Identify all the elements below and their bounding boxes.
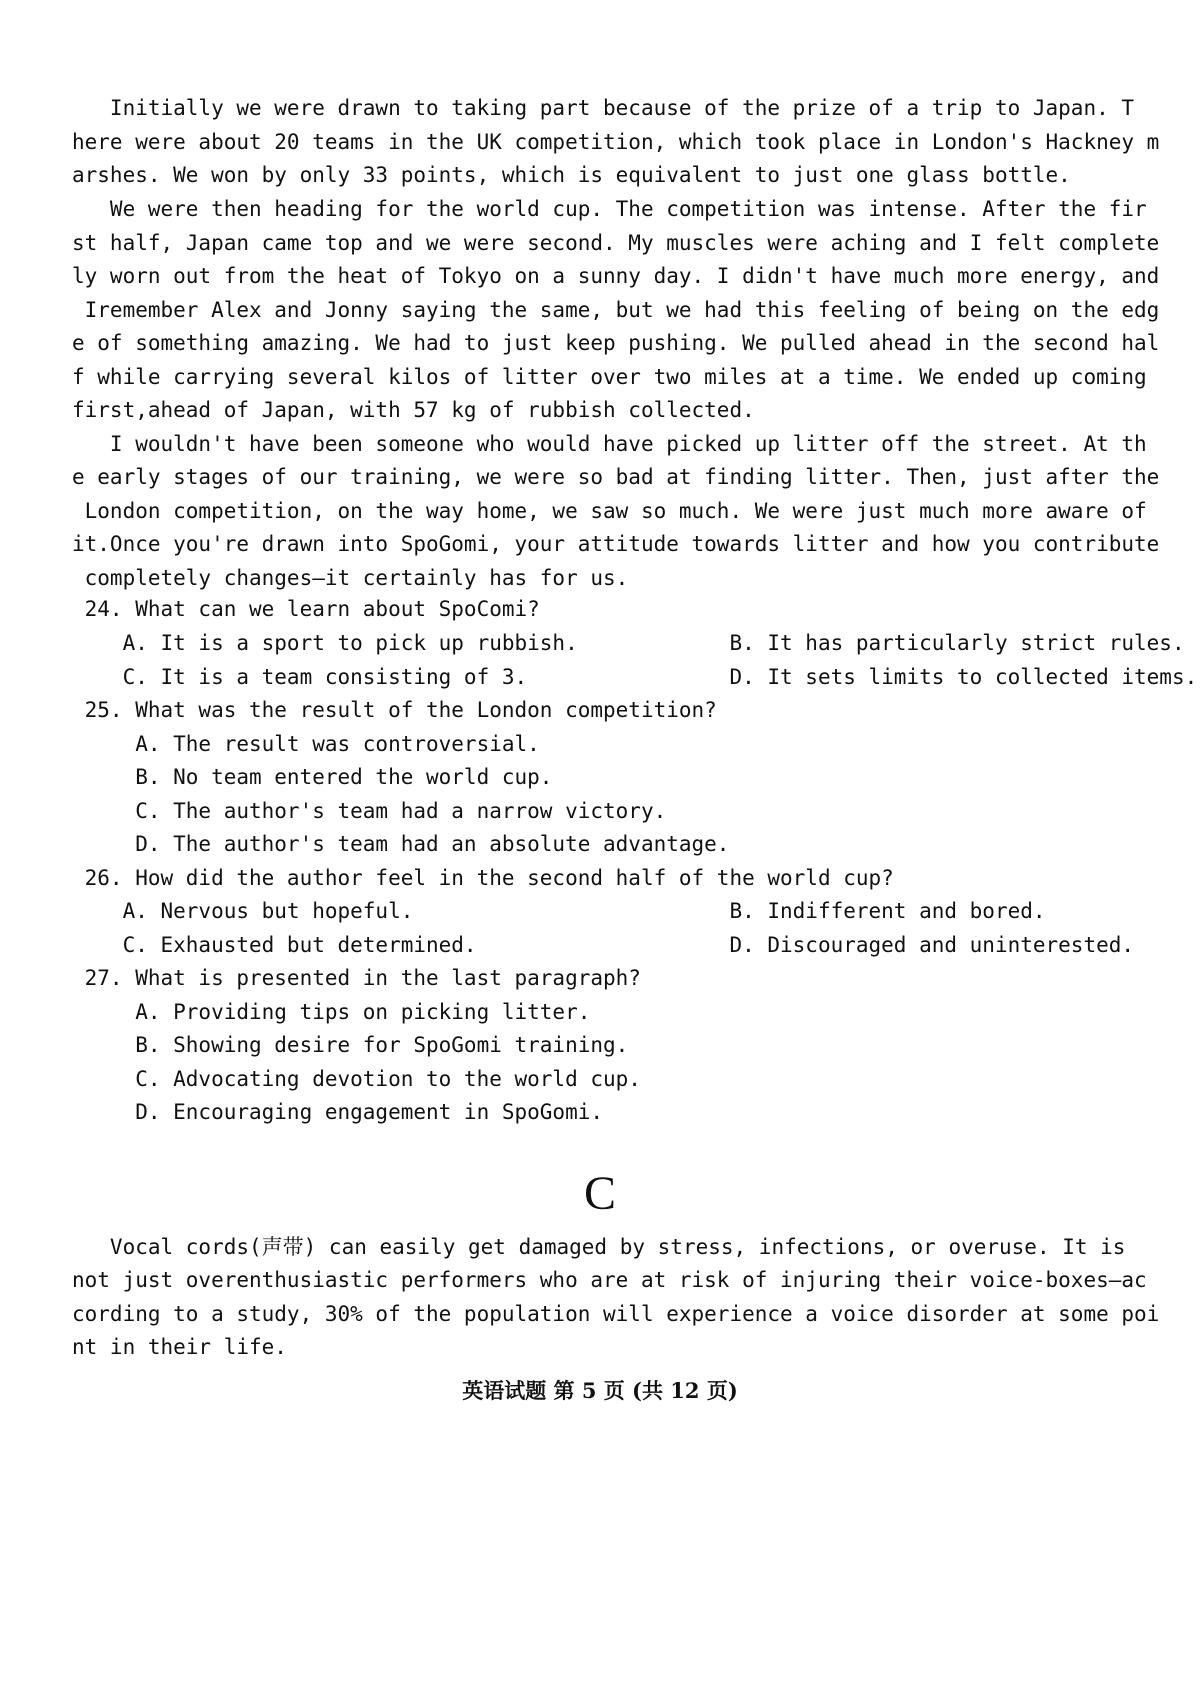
passage-line: here were about 20 teams in the UK competition, which took place in London's Hackney m	[72, 130, 1160, 154]
question-24: 24. What can we learn about SpoComi?	[72, 597, 540, 621]
question-25: 25. What was the result of the London competition?	[72, 698, 717, 722]
passage-line: We were then heading for the world cup. The competition was intense. After the fir	[72, 197, 1147, 221]
question-24-options: A. It is a sport to pick up rubbish. B. It has particularly strict rules.	[72, 631, 1185, 655]
passage-line: not just overenthusiastic performers who are at risk of injuring their voice-boxes—ac	[72, 1268, 1147, 1292]
question-27-option: A. Providing tips on picking litter.	[72, 1000, 591, 1024]
passage-line: it.Once you're drawn into SpoGomi, your attitude towards litter and how you contribute	[72, 532, 1160, 556]
question-25-option: A. The result was controversial.	[72, 732, 540, 756]
passage-line: e early stages of our training, we were so bad at finding litter. Then, just after the	[72, 465, 1160, 489]
question-27-option: C. Advocating devotion to the world cup.	[72, 1067, 641, 1091]
passage-line: f while carrying several kilos of litter over two miles at a time. We ended up coming	[72, 365, 1147, 389]
passage-line: cording to a study, 30% of the population will experience a voice disorder at some poi	[72, 1302, 1160, 1326]
question-25-option: D. The author's team had an absolute advantage.	[72, 832, 730, 856]
passage-line: completely changes—it certainly has for us.	[72, 566, 629, 590]
page-footer: 英语试题 第 5 页 (共 12 页)	[462, 1378, 738, 1403]
passage-line: e of something amazing. We had to just keep pushing. We pulled ahead in the second hal	[72, 331, 1160, 355]
passage-line: ly worn out from the heat of Tokyo on a sunny day. I didn't have much more energy, and	[72, 264, 1160, 288]
passage-line: I wouldn't have been someone who would have picked up litter off the street. At th	[72, 432, 1147, 456]
question-25-option: C. The author's team had a narrow victory.	[72, 799, 667, 823]
question-26: 26. How did the author feel in the second half of the world cup?	[72, 866, 894, 890]
question-26-options: C. Exhausted but determined. D. Discouraged and uninterested.	[72, 933, 1135, 957]
passage-line: st half, Japan came top and we were second. My muscles were aching and I felt complete	[72, 231, 1160, 255]
passage-line: Iremember Alex and Jonny saying the same, but we had this feeling of being on the edg	[72, 298, 1160, 322]
passage-line: Vocal cords(声带) can easily get damaged by stress, infections, or overuse. It is	[72, 1235, 1126, 1259]
passage-line: first,ahead of Japan, with 57 kg of rubbish collected.	[72, 398, 755, 422]
passage-line: Initially we were drawn to taking part because of the prize of a trip to Japan. T	[72, 96, 1135, 120]
question-27: 27. What is presented in the last paragraph?	[72, 966, 641, 990]
passage-line: London competition, on the way home, we saw so much. We were just much more aware of	[72, 499, 1147, 523]
question-27-option: D. Encouraging engagement in SpoGomi.	[72, 1100, 604, 1124]
question-25-option: B. No team entered the world cup.	[72, 765, 553, 789]
passage-line: arshes. We won by only 33 points, which is equivalent to just one glass bottle.	[72, 163, 1071, 187]
question-24-options: C. It is a team consisting of 3. D. It sets limits to collected items.	[72, 665, 1198, 689]
question-26-options: A. Nervous but hopeful. B. Indifferent and bored.	[72, 899, 1046, 923]
question-27-option: B. Showing desire for SpoGomi training.	[72, 1033, 629, 1057]
section-heading-c: C	[583, 1167, 616, 1220]
passage-line: nt in their life.	[72, 1335, 287, 1359]
